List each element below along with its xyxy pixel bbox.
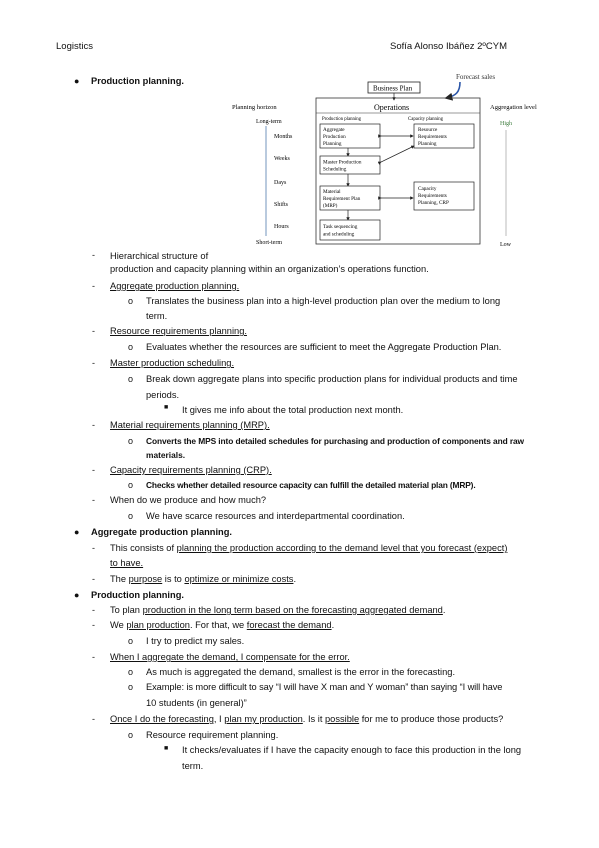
bullet-1: ● [74, 76, 80, 86]
horizon-days: Days [274, 180, 287, 186]
header-right: Sofía Alonso Ibáñez 2ºCYM [390, 41, 508, 52]
svg-text:Planning: Planning [323, 141, 342, 147]
production-planning-header: Production planning [322, 117, 362, 122]
planning-horizon-label: Planning horizon [232, 104, 277, 111]
horizon-weeks: Weeks [274, 156, 290, 162]
horizon-shifts: Shifts [274, 202, 289, 208]
svg-text:and scheduling: and scheduling [323, 231, 355, 238]
svg-text:Resource: Resource [418, 127, 438, 133]
bullet-2: ● [74, 527, 80, 537]
planning-hierarchy-svg [228, 70, 548, 250]
high-label: High [500, 121, 512, 127]
svg-text:Production: Production [323, 134, 346, 140]
forecast-sales-label: Forecast sales [456, 73, 496, 81]
svg-text:Master Production: Master Production [323, 159, 362, 166]
header-left: Logistics [56, 41, 93, 52]
svg-text:Planning: Planning [418, 141, 437, 147]
aggregation-level-label: Aggregation level [490, 104, 537, 111]
section-3-title: Production planning. [91, 590, 184, 600]
svg-text:Requirements: Requirements [418, 193, 447, 199]
svg-text:Scheduling: Scheduling [323, 166, 347, 173]
section-2-title: Aggregate production planning. [91, 527, 232, 537]
short-term-label: Short-term [256, 240, 282, 246]
svg-text:Planning, CRP: Planning, CRP [418, 200, 449, 206]
section-1-title: Production planning. [91, 76, 184, 86]
bullet-3: ● [74, 590, 80, 600]
capacity-planning-header: Capacity planning [408, 117, 444, 122]
business-plan-label: Business Plan [373, 84, 413, 93]
svg-text:Requirements: Requirements [418, 134, 447, 140]
forecast-arrow [446, 82, 460, 98]
long-term-label: Long-term [256, 119, 282, 125]
svg-text:Requirement Plan: Requirement Plan [323, 196, 361, 202]
horizon-months: Months [274, 134, 293, 140]
low-label: Low [500, 242, 511, 248]
svg-text:(MRP): (MRP) [323, 203, 338, 209]
horizon-hours: Hours [274, 224, 289, 230]
svg-text:Capacity: Capacity [418, 186, 437, 192]
planning-hierarchy-diagram [228, 70, 548, 250]
operations-label: Operations [374, 103, 410, 112]
svg-text:Task sequencing: Task sequencing [323, 224, 358, 230]
svg-text:Material: Material [323, 189, 341, 195]
svg-text:Aggregate: Aggregate [323, 127, 345, 133]
